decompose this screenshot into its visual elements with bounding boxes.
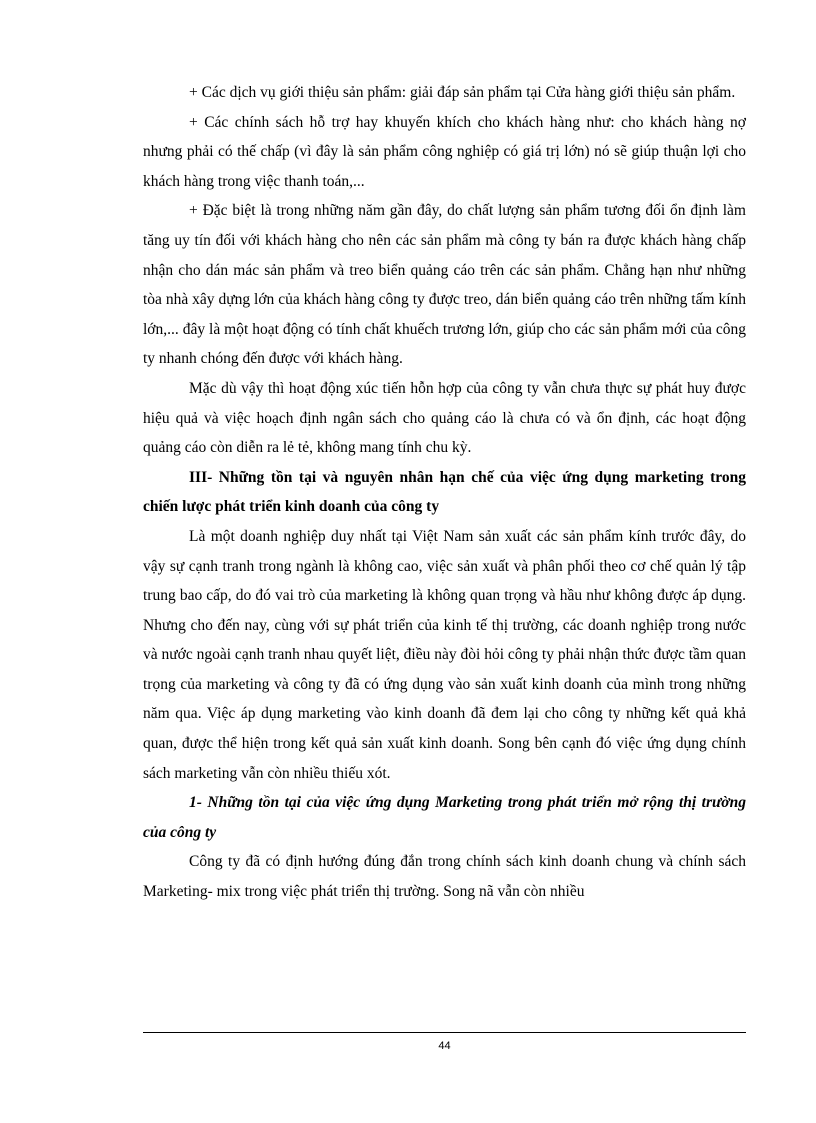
subheading-1: 1- Những tồn tại của việc ứng dụng Marketing trong phát triển mở rộng thị trường của công ty [143,794,746,841]
paragraph-support-policies: + Các chính sách hỗ trợ hay khuyến khích cho khách hàng như: cho khách hàng nợ nhưng phải có thế chấp (vì đây là sản phẩm công nghiệp có giá trị lớn) nó sẽ giúp thuận lợi cho khách hàng trong việc thanh toán,... [143,113,746,190]
paragraph-promotion-effectiveness: Mặc dù vậy thì hoạt động xúc tiến hỗn hợp của công ty vẫn chưa thực sự phát huy được hiệu quả và việc hoạch định ngân sách cho quảng cáo là chưa có và ổn định, các hoạt động quảng cáo còn diễn ra lẻ tẻ, không mang tính chu kỳ. [143,379,746,457]
page-body [143,78,746,907]
section-heading-iii: III- Những tồn tại và nguyên nhân hạn chế của việc ứng dụng marketing trong chiến lược phát triển kinh doanh của công ty [143,468,746,516]
paragraph-product-introduction: + Các dịch vụ giới thiệu sản phẩm: giải đáp sản phẩm tại Cửa hàng giới thiệu sản phẩm. [189,84,736,101]
page-number: 44 [438,1040,451,1052]
footer-divider [143,1032,746,1033]
paragraph-company-orientation: Công ty đã có định hướng đúng đắn trong chính sách kinh doanh chung và chính sách Marketing- mix trong việc phát triển thị trường. Song nã vẫn còn nhiều [143,853,746,901]
paragraph-marketing-context: Là một doanh nghiệp duy nhất tại Việt Nam sản xuất các sản phẩm kính trước đây, do vậy sự cạnh tranh trong ngành là không cao, việc sản xuất và phân phối theo cơ chế quản lý tập trung bao cấp, do đó vai trò của marketing là không quan trọng và hầu như không được áp dụng. Nhưng cho đến nay, cùng với sự phát triển của kinh tế thị trường, các doanh nghiệp trong nước và nước ngoài cạnh tranh nhau quyết liệt, điều này đòi hỏi công ty phải nhận thức được tầm quan trọng của marketing và công ty đã có ứng dụng vào sản xuất kinh doanh của mình trong những năm qua. Việc áp dụng marketing vào kinh doanh đã đem lại cho công ty những kết quả khả quan, được thể hiện trong kết quả sản xuất kinh doanh. Song bên cạnh đó việc ứng dụng chính sách marketing vẫn còn nhiều thiếu xót. [143,527,746,782]
paragraph-advertising-signs: + Đặc biệt là trong những năm gần đây, do chất lượng sản phẩm tương đối ổn định làm tăng uy tín đối với khách hàng cho nên các sản phẩm mà công ty bán ra được khách hàng chấp nhận cho dán mác sản phẩm và treo biển quảng cáo trên các sản phẩm. Chẳng hạn như những tòa nhà xây dựng lớn của khách hàng công ty được treo, dán biển quảng cáo trên những tấm kính lớn,... đây là một hoạt động có tính chất khuếch trương lớn, giúp cho các sản phẩm mới của công ty nhanh chóng đến được với khách hàng. [143,202,746,368]
